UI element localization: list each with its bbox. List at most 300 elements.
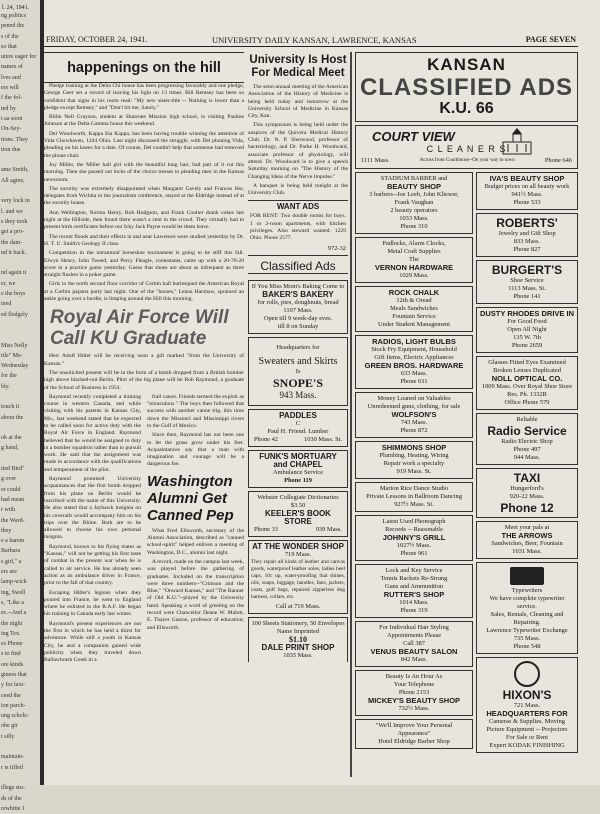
adjacent-page-line: y for laxi-	[1, 682, 25, 689]
dale-line: Name Imprinted	[276, 627, 320, 635]
adjacent-page-line: t silly	[1, 733, 15, 740]
ad-line: Phone 12	[500, 501, 554, 515]
column-medical-and-ads	[248, 52, 348, 777]
classified-left-column	[355, 172, 473, 756]
ad-line: STADIUM BARBER and	[380, 175, 448, 182]
adjacent-page-line: All agree,	[1, 177, 25, 184]
ad-line: Phone 827	[513, 246, 541, 253]
typewriter-icon	[510, 567, 544, 585]
wonder-line: Call at 719 Mass.	[275, 602, 321, 610]
want-ad-code: 972-32	[327, 244, 346, 252]
ad-line: 842 Mass.	[400, 656, 428, 663]
ad-line: Reliable	[516, 416, 538, 423]
right-ad-5	[476, 356, 578, 410]
adjacent-page-line: ted by	[1, 105, 16, 112]
ad-line: Radio Service	[487, 424, 567, 438]
ad-line: WOLFSON'S	[391, 410, 437, 419]
adjacent-page-line: nd again it	[1, 270, 27, 277]
ad-line: Res. Ph. 1332R	[507, 391, 547, 398]
adjacent-page-line: lamp-wick	[1, 579, 27, 586]
ad-line: Glasses Fitted Eyes Examined	[488, 359, 566, 366]
court-address: 1111 Mass.	[361, 157, 390, 164]
ad-line: ROBERTS'	[496, 216, 558, 230]
ad-line: Phone 548	[513, 643, 541, 650]
ad-line: Money Loaned on Valuables	[377, 395, 451, 402]
ad-line: Lock and Key Service	[385, 567, 443, 574]
bakery-line: for rolls, pies, doughnuts, bread	[257, 298, 339, 306]
ad-line: 920-22 Mass.	[509, 493, 545, 500]
adjacent-page-line: e the boys	[1, 291, 26, 298]
ad-line: Repair work a specialty	[383, 460, 445, 467]
adjacent-page-line: l. and we	[1, 208, 23, 215]
ad-line: SHIMMONS SHOP	[381, 443, 447, 452]
adjacent-page-line: the dam-	[1, 239, 23, 246]
right-ad-3	[476, 260, 578, 304]
adjacent-page-line: the night	[1, 620, 23, 627]
left-ad-4	[355, 335, 473, 389]
raf-paragraph: Herr Adolf Hitler will be receiving soon a gift marked "from the University of Kansas."	[44, 353, 244, 367]
adjacent-page-line: tion due	[1, 146, 21, 153]
raf-article-split	[44, 394, 244, 667]
ad-line: HEADQUARTERS FOR	[486, 709, 568, 718]
ad-line: Expert KODAK FINISHING	[489, 742, 565, 749]
classified-columns	[355, 172, 578, 756]
medical-paragraph: This symposium is being held under the auspices of the Quivera Medical History Club. Dr. N. P. Sherwood, professor of bacteriology, and Dr. Parke H. Woodward, associate professor of physiology, will attend. Dr. Woodward is to give a speech Saturday morning on "The History of the Changing Ideas of the Nerve Impulse."	[248, 122, 348, 180]
raf-paragraph: Raymond's present experiences are not the first in which he has held a thirst for adventure. While still a youth in Kansas City, he and a companion gained wide publicity when they traveled down Ballawbrush Creek in a	[44, 620, 141, 664]
want-ads-box	[248, 200, 348, 255]
adjacent-page-edge	[0, 0, 44, 812]
ad-line: 1033 Mass.	[399, 215, 429, 222]
adjacent-page-line: er could	[1, 486, 21, 493]
ad-line: 721 Mass.	[513, 702, 541, 709]
adjacent-page-line: uture eager for	[1, 54, 37, 61]
paddles-ad	[248, 409, 348, 447]
adjacent-page-line	[0, 392, 40, 402]
ad-line: BEAUTY SHOP	[386, 182, 442, 191]
adjacent-page-line: ited Bird"	[1, 466, 25, 473]
left-ad-6	[355, 441, 473, 479]
adjacent-page-line	[0, 773, 40, 783]
adjacent-page-line: ng politics	[1, 13, 27, 19]
washington-paragraph: A record, made on the campus last week, was played before the gathering of graduates. Included on the transcription were three numbers--"Crimson and the Blue," "Onward Kansas," and "The Banner of Old K.U."--played by the University band. Speaking a word of greeting on the record were Chancellor Deane W. Malott, E. Thayer Gaston, professor of education; and Ellsworth.	[147, 558, 244, 631]
adjacent-page-line: get a pro-	[1, 229, 24, 236]
adjacent-page-line: r is tiffed	[1, 764, 23, 771]
ad-line: Sandwiches, Beer, Fountain	[491, 540, 563, 547]
keeler-line: $3.50	[290, 501, 306, 509]
want-ad-text: FOR RENT: Two double rooms for boys. 1 or 2-room apartments, with kitchen privileges. Also steward wanted. 1229 Ohio. Phone 2577.	[250, 213, 346, 242]
adjacent-page-line	[0, 155, 40, 165]
raf-paragraph: Since then, Raymond has not been one to let the grass grow under his feet. Acquaintances say that a man with imagination and courage will be a dangerous foe.	[147, 432, 244, 468]
classified-ads-title: Classified Ads	[248, 262, 348, 274]
ad-line: Phone 2153	[398, 689, 430, 696]
ad-line: 1014 Mass.	[399, 599, 429, 606]
funks-title: and CHAPEL	[273, 459, 323, 469]
adjacent-page-line: ginees that	[1, 672, 27, 678]
wonder-title: AT THE WONDER SHOP	[252, 541, 344, 551]
adjacent-page-line: for the	[1, 373, 17, 380]
header-paper-title: UNIVERSITY DAILY KANSAN, LAWRENCE, KANSAS	[212, 35, 417, 45]
ad-line: Budget prices on all beauty work	[484, 183, 570, 190]
keeler-phone: Phone 33	[254, 525, 278, 533]
ad-line: ROCK CHALK	[388, 288, 440, 297]
ad-line: VENUS BEAUTY SALON	[370, 647, 458, 656]
ad-line: The	[409, 256, 419, 263]
ad-line: Tennis Rackets Re-Strung	[380, 575, 448, 582]
adjacent-page-line: ers will	[1, 85, 19, 92]
page-header	[44, 32, 578, 47]
paddles-address: 1030 Mass. St.	[304, 435, 342, 443]
hill-news-paragraph: The sorority was extremely disappointed when Margaret Cavely and Frances Hsr, delegates from Wichita to the journalism conference, stayed at the Eldridge instead of at the sorority house.	[44, 185, 244, 207]
raf-headline: Royal Air Force Will Call KU Graduate	[50, 307, 229, 350]
ad-line: Records -- Reasonable	[385, 526, 443, 533]
ad-line: 1027½ Mass.	[396, 542, 432, 549]
ad-line: GREEN BROS. HARDWARE	[364, 361, 464, 370]
adjacent-page-line: e a harem	[1, 538, 25, 545]
raf-paragraph: Raymond recently completed a training course in western Canada, and while visiting with his parents in Kansas City, Mo., last weekend stated that he expected to be called soon for active duty with the Royal Air Force in England. Raymond believed that he would be assigned to duty in a bomber squadron rather than to pursuit work. He said that the assignment was made in accordance with the qualifications and temperament of the pilot.	[44, 393, 141, 473]
ad-line: DUSTY RHODES DRIVE IN	[479, 309, 575, 318]
wonder-address: 719 Mass.	[284, 550, 312, 558]
left-ad-5	[355, 392, 473, 438]
ad-line: Phone 319	[400, 607, 428, 614]
adjacent-page-line: very lock in	[1, 198, 30, 205]
happenings-banner: happenings on the hill	[44, 52, 244, 83]
bakery-line: till 8 on Sunday	[277, 322, 319, 330]
ad-line: For Sale or Rent	[505, 734, 549, 741]
adjacent-page-line	[0, 186, 40, 196]
ad-line: "We'll Improve Your Personal	[375, 722, 453, 729]
bakers-bakery-ad	[248, 280, 348, 334]
raf-article-right	[147, 394, 244, 667]
ad-line: Appearance"	[397, 730, 431, 737]
raf-paragraph: Escaping Hitler's legions when they poured into France, he went to England where he enlisted in the R.A.F. He began his training in Canada early last winter.	[44, 589, 141, 618]
ad-line: Phone 631	[400, 378, 428, 385]
ad-line: 944 Mass.	[513, 454, 541, 461]
raf-paragraph: Raymond, known to his flying mates as "Kansas," will not be getting his first taste of combat in the present war when he is called to air service. He has already seen action as an ambulance driver in France, prior to the fall of that country.	[44, 543, 141, 587]
adjacent-page-line: ore kinds	[1, 661, 24, 668]
left-ad-12	[355, 719, 473, 749]
hill-news-paragraph: Del Woodworth, Kappa Eta Kappa, has been having trouble winning the attention of Vida Chowhaven, 1244 Ohio. Last night discussed the struggle, with Del phoning Vida, pleading on his knees for a date. Of course, Del couldn't help that someone had removed the phone chair.	[44, 130, 244, 159]
hill-news-paragraph: Joy Miller, the Miller hall girl with the beautiful long hair, had part of it cut this morning. Then she passed out locks of the choice tresses to pleading men in the Kansas newsroom.	[44, 161, 244, 183]
ad-line: Under Student Management	[377, 321, 451, 328]
raf-paragraph: frail canoe. Friends termed the exploit as "miraculous." The boys then followed that success with another canoe trip, this time down the Missouri and Mississippi rivers to the Gulf of Mexico.	[147, 393, 244, 429]
ad-line: Sales, Rentals, Cleaning and Repairing.	[490, 611, 564, 626]
adjacent-page-line: f the fol-	[1, 95, 22, 102]
adjacent-page-line: r with	[1, 507, 16, 514]
adjacent-page-line: s to find	[1, 651, 21, 658]
ad-line: Jewelry and Gift Shop	[498, 230, 556, 237]
right-ad-4	[476, 307, 578, 353]
adjacent-page-line: ds of the	[1, 795, 22, 802]
adjacent-page-line: bly.	[1, 383, 10, 390]
ad-line: Frank Vaughan	[394, 199, 434, 206]
adjacent-page-line: the Ward-	[1, 517, 25, 524]
ad-line: Picture Equipment -- Projectors	[486, 726, 568, 733]
ad-line: Phone 141	[513, 293, 541, 300]
wonder-text: They repair all kinds of leather and canvas goods, waterproof leather soles, ladies heel caps, 10c up, water-proofing that shines, oils, soaps, luggage, handles, fans, jackets, coats, golf bags, repaired zipperless dog harness, collars, etc.	[251, 558, 345, 600]
ad-line: 1029 Mass.	[399, 272, 429, 279]
court-view-logo: COURT VIEW	[372, 129, 455, 144]
adjacent-page-line: On-Sey-	[1, 126, 22, 133]
ad-line: Phone 533	[513, 199, 541, 206]
adjacent-page-line: Wednesday	[1, 363, 29, 370]
ad-line: 735 Mass.	[513, 635, 541, 642]
adjacent-page-line: ed fledgely	[1, 311, 28, 318]
ad-line: VERNON HARDWARE	[374, 263, 454, 272]
ad-line: Hungerford's	[510, 485, 544, 492]
snopes-headline: Sweaters and Skirts	[258, 355, 338, 367]
adjacent-page-line	[0, 454, 40, 464]
dale-name: DALE PRINT SHOP	[261, 642, 335, 652]
ad-line: Your Telephone	[393, 681, 435, 688]
bakery-name: BAKER'S BAKERY	[262, 289, 334, 299]
ad-line: Phone 497	[513, 446, 541, 453]
ad-line: 1009 Mass. Over Royal Shoe Store	[481, 383, 573, 390]
adjacent-page-line: ame Smith,	[1, 167, 29, 174]
column-classified	[355, 52, 578, 777]
left-ad-2	[355, 237, 473, 283]
ad-line: Guns and Ammunition	[384, 583, 444, 590]
adjacent-page-line: obe gir	[1, 723, 18, 730]
ad-line: 1031 Mass.	[512, 548, 542, 555]
left-ad-3	[355, 286, 473, 332]
adjacent-page-line: es Phone	[1, 641, 23, 648]
adjacent-page-line: ion parch-	[1, 702, 26, 709]
ad-line: 135 W. 7th	[513, 334, 541, 341]
adjacent-page-line: illege stu-	[1, 785, 25, 792]
adjacent-page-line: s girl," a	[1, 558, 22, 565]
ad-line: Private Lessons in Ballroom Dancing	[366, 493, 462, 500]
adjacent-page-line	[0, 330, 40, 340]
ad-line: IVA'S BEAUTY SHOP	[489, 174, 565, 183]
adjacent-page-line: ung scholz-	[1, 713, 29, 720]
medical-paragraph: The semi-annual meeting of the American Association of the History of Medicine is being held today and tomorrow at the University School of Medicine in Kansas City, Kan.	[248, 84, 348, 120]
paddles-line: C	[295, 419, 301, 427]
ad-line: Broken Lenses Duplicated	[493, 367, 561, 374]
adjacent-page-line: ceed the	[1, 692, 21, 699]
ad-line: RADIOS, LIGHT BULBS	[372, 337, 456, 346]
funks-title: FUNK'S MORTUARY	[259, 451, 337, 461]
ad-line: TAXI	[513, 471, 541, 485]
raf-article-body	[44, 394, 141, 667]
adjacent-page-line: touch it	[1, 404, 20, 411]
ad-line: Fountain Service	[392, 313, 436, 320]
medical-headline: University Is Host For Medical Meet	[249, 54, 347, 79]
adjacent-page-line: rewhitte 1	[1, 805, 26, 812]
column-rule	[350, 52, 352, 777]
adjacent-page-line: g hand,	[1, 445, 19, 452]
courthouse-icon	[499, 128, 535, 156]
ad-line: 941½ Mass.	[511, 191, 543, 198]
adjacent-page-line: lves and	[1, 74, 21, 81]
ad-line: Typewriters	[511, 587, 543, 594]
right-ad-8	[476, 521, 578, 559]
court-view-ad	[355, 125, 578, 169]
hill-news-paragraph: Billie Nell Grayson, student at Shawnee Mission high school, is visiting Pauline Johnson at the Delta Gamma house this weekend.	[44, 114, 244, 128]
snopes-address: 943 Mass.	[279, 389, 317, 400]
want-ads-title: WANT ADS	[276, 202, 320, 212]
hill-news-paragraph: Ann Wellington, Norma Henry, Bob Hodgson, and Frank Coulter drank cokes last night at the Hillside, then found there wasn't a cent in the crowd. They virtually had to present birth certificates before our Icky Jack Payne would let them leave.	[44, 209, 244, 231]
ad-line: Call 387	[403, 640, 425, 647]
right-ad-10	[476, 657, 578, 753]
ad-line: 633 Mass.	[400, 370, 428, 377]
bakery-line: 1107 Mass.	[283, 306, 313, 314]
hill-news-paragraph: Competition in the intramural horseshoe tournament is going to be stiff this fall. Elwyn Henry, John Tweed, and Percy Fleagle, contestants, came up with a 20-70-20 score in a practice game yesterday. Guess that shoes are about as infrequent as three straight flushes in a poker game.	[44, 250, 244, 279]
right-ad-1	[476, 172, 578, 210]
adjacent-page-line: s, "Like a	[1, 599, 24, 606]
adjacent-page-line: so that	[1, 43, 17, 50]
header-date: FRIDAY, OCTOBER 24, 1941.	[46, 35, 148, 44]
left-ad-10	[355, 621, 473, 667]
adjacent-page-line: nd it back.	[1, 249, 27, 256]
column-hill-news	[44, 52, 244, 777]
adjacent-page-line	[0, 258, 40, 268]
kansan-label: KANSAN	[427, 55, 506, 74]
ad-line: 3 barbers--Joe Leeb, John Kliewer,	[369, 191, 459, 198]
ad-line: HIXON'S	[502, 688, 552, 702]
medical-article	[248, 84, 348, 197]
cleaners-label: C L E A N E R S	[426, 144, 507, 154]
ad-line: Cameras & Supplies. Moving	[489, 718, 565, 725]
ad-line: We have complete typewriter service.	[489, 595, 565, 610]
adjacent-page-line	[0, 742, 40, 752]
keeler-address: 939 Mass.	[315, 525, 342, 533]
ad-line: MICKEY'S BEAUTY SHOP	[367, 696, 461, 705]
bakery-line: If You Miss Mom's Baking Come to	[251, 282, 345, 290]
ad-line: Office Phone 579	[504, 399, 550, 406]
adjacent-page-line: had mean	[1, 496, 25, 503]
adjacent-page-line: ers are	[1, 569, 17, 576]
left-ad-1	[355, 172, 473, 234]
right-ad-7	[476, 468, 578, 518]
left-ad-9	[355, 564, 473, 618]
adjacent-page-line: ing, Swell	[1, 589, 26, 596]
ad-line: Phone 872	[400, 427, 428, 434]
ad-line: Phone 2659	[511, 342, 543, 349]
court-location: Across from Courthouse--On your way to town	[419, 158, 515, 163]
ad-line: Radio Electric Shop	[501, 438, 553, 445]
adjacent-page-line: ing Tex.	[1, 630, 21, 637]
adjacent-page-line: Miss Nelly	[1, 342, 28, 349]
adjacent-page-line: g over	[1, 476, 17, 483]
raf-article-lead	[44, 353, 244, 391]
dale-address: 1035 Mass.	[283, 651, 313, 659]
raf-article-continued	[147, 394, 244, 469]
classified-heading-box	[248, 259, 348, 277]
ad-line: Meals Sandwiches	[390, 305, 438, 312]
paddles-phone: Phone 42	[254, 435, 278, 443]
adjacent-page-line	[0, 320, 40, 330]
dale-price: $1.10	[289, 634, 307, 644]
medical-paragraph: A banquet is being held tonight at the University Club.	[248, 182, 348, 197]
washington-paragraph: What Fred Ellsworth, secretary of the Alumni Association, described as "canned school-spirit" helped enliven a meeting of Washington, D.C., alumni last night.	[147, 527, 244, 556]
ad-line: Padlocks, Alarm Clocks,	[382, 240, 446, 247]
paddles-line: Paul H. Friend. Lumber	[267, 427, 329, 435]
adjacent-page-line: ined	[1, 301, 12, 308]
adjacent-page-line: pened the	[1, 23, 25, 30]
ad-line: Latest Used Phonograph	[382, 518, 446, 525]
left-ad-8	[355, 515, 473, 561]
ad-line: Open All Night	[507, 326, 547, 333]
camera-icon	[514, 661, 540, 687]
adjacent-page-line: names of	[1, 64, 23, 71]
ad-line: Unredeemed guns, clothing, for sale	[367, 403, 461, 410]
adjacent-page-line: s they took	[1, 218, 28, 225]
ad-line: For Individual Hair Styling	[379, 624, 449, 631]
dale-line: 100 Sheets Stationery, 50 Envelopes	[251, 619, 345, 627]
paddles-title: PADDLES	[279, 410, 317, 420]
classified-right-column	[476, 172, 578, 756]
funks-line: Ambulance Service	[272, 468, 324, 476]
ad-line: For Good Food	[507, 318, 547, 325]
adjacent-page-line: maintain-	[1, 754, 24, 761]
ad-line: 833 Mass.	[513, 238, 541, 245]
ad-line: JOHNNY'S GRILL	[382, 533, 446, 542]
ad-line: Metal Craft Supplies	[387, 248, 441, 255]
adjacent-page-line: s of the	[1, 33, 19, 40]
snopes-name: SNOPE'S	[272, 375, 323, 390]
left-ad-11	[355, 670, 473, 716]
adjacent-page-line: er, we	[1, 280, 16, 287]
ad-line: Phone 310	[400, 223, 428, 230]
happenings-article	[44, 83, 244, 303]
kansan-classified-banner	[355, 52, 578, 122]
right-ad-6	[476, 413, 578, 465]
adjacent-page-line: about the	[1, 414, 24, 421]
keeler-ad	[248, 491, 348, 537]
ad-line: THE ARROWS	[501, 531, 553, 540]
ad-line: Marion Rice Dance Studio	[379, 485, 449, 492]
ad-line: 732½ Mass.	[398, 705, 430, 712]
hill-news-paragraph: The recent floods and their effects in and near Lawrence were studied yesterday by Dr. H. T. U. Smith's Geology II class.	[44, 233, 244, 247]
ku-phone-label: K.U. 66	[439, 100, 494, 117]
snopes-line: Headquarters for	[276, 343, 320, 351]
left-ad-7	[355, 482, 473, 512]
ad-line: 2 beauty operators	[390, 207, 438, 214]
wonder-shop-ad	[248, 540, 348, 614]
adjacent-page-line: t aa soon	[1, 115, 23, 122]
hill-news-paragraph: Pledge training at the Delta Chi house has been progressing favorably and one pledge, George Geer set a record of leaving his light on 13 times. Bill Remsey has been so confident that signs in his room read: "My new sister-title -- Nothing is lower than a pledge except Remsey," and "Don't hit me, Satoly."	[44, 83, 244, 111]
adjacent-page-line: they	[1, 527, 12, 534]
ad-line: Plumbing, Heating, Wiring	[379, 452, 449, 459]
ad-line: 12th & Oread	[396, 297, 432, 304]
adjacent-page-line: tions. They	[1, 136, 28, 143]
header-page-number: PAGE SEVEN	[525, 35, 576, 44]
raf-paragraph: Raymond promised University acquaintances that the first bomb dropped from his plane on Berlin would be inscribed with the name of this University. He also stated that a Jayhawk insignia on his coveralls would accompany him on his trips over the Rhine. Both are to be allowed to choose his own personal insignia.	[44, 476, 141, 541]
adjacent-page-line: ok at the	[1, 435, 22, 442]
classified-ads-label: CLASSIFIED ADS	[359, 74, 574, 101]
ad-line: Stock Fry Equipment, Household	[371, 346, 457, 353]
dale-print-ad	[248, 617, 348, 662]
adjacent-page-line: Barbara	[1, 548, 20, 555]
adjacent-page-text	[0, 11, 40, 814]
keeler-line: Webster Collegiate Dictionaries	[257, 493, 339, 501]
funks-ad	[248, 450, 348, 488]
ad-line: Gift Items, Electric Appliances	[374, 354, 454, 361]
bakery-line: Open till 9 week-day eves.	[263, 314, 333, 322]
court-phone: Phone 646	[544, 157, 572, 164]
ad-line: BURGERT'S	[491, 263, 563, 277]
ad-line: 743 Mass.	[400, 419, 428, 426]
ad-line: Phone 961	[400, 550, 428, 557]
ad-line: RUTTER'S SHOP	[383, 590, 445, 599]
adjacent-page-line	[0, 423, 40, 433]
ad-line: Meet your pals at	[504, 524, 550, 531]
ad-line: Beauty Is An Hour As	[385, 673, 443, 680]
washington-article	[147, 528, 244, 632]
right-ad-2	[476, 213, 578, 257]
hill-news-paragraph: Girls in the north second floor corridor of Corbin hall burlesqued the American Royal at a Corbin pajama party last night. One of the "horses," Lenna Harshaw, sprained an ankle going over a hurdle, is limping around the Hill this morning.	[44, 281, 244, 303]
adjacent-page-line: ec.--And a	[1, 610, 27, 617]
